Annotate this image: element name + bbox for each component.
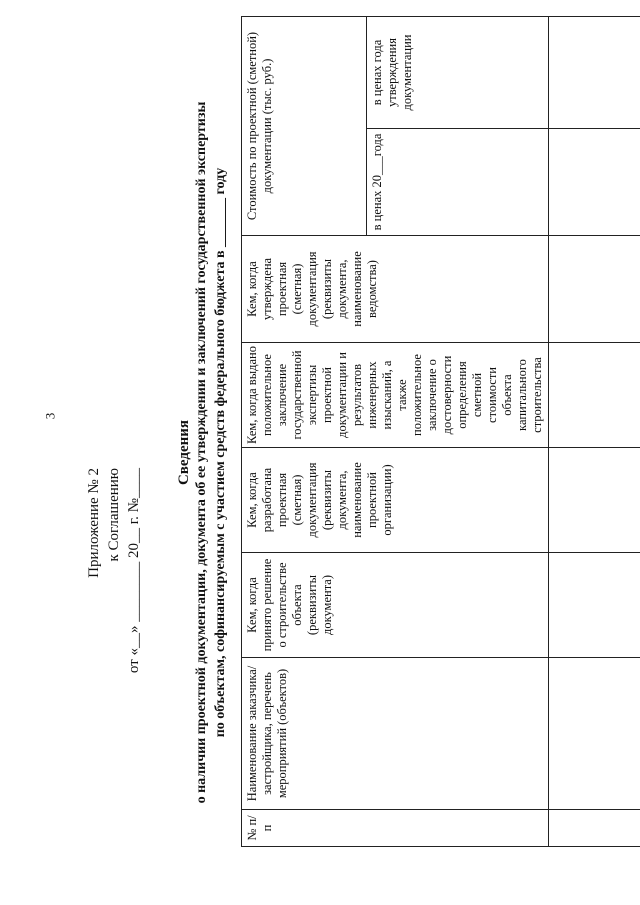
header-approval: Кем, когда утверждена проектная (сметная) документация (реквизиты документа, наименование ведомства) <box>242 236 549 343</box>
header-cost: Стоимость по проектной (сметной) документации (тыс. руб.) <box>242 17 367 236</box>
document-title: Сведения <box>176 419 192 486</box>
table-cell <box>549 343 640 448</box>
appendix-title: Приложение № 2 <box>86 468 102 578</box>
table-cell <box>549 129 640 236</box>
document-subtitle: о наличии проектной документации, документа об ее утверждении и заключений государственной экспертизы <box>194 101 209 804</box>
table-cell <box>549 810 640 847</box>
subheader-prices-year: в ценах 20___года <box>366 129 548 236</box>
table-cell <box>549 553 640 658</box>
header-customer: Наименование заказчика/застройщика, перечень мероприятий (объектов) <box>242 658 549 810</box>
appendix-agreement: к Соглашению <box>106 468 122 562</box>
documentation-table <box>241 16 640 847</box>
document-subtitle-continued: по объектам, софинансируемым с участием средств федерального бюджета в _______ году <box>213 167 228 738</box>
header-construction-decision: Кем, когда принято решение о строительстве объекта (реквизиты документа) <box>242 553 549 658</box>
page-number: 3 <box>42 412 58 420</box>
header-expertise-conclusion: Кем, когда выдано положительное заключение государственной экспертизы проектной документации и результатов инженерных изысканий, а также положительное заключение о достоверности определения сметной стоимости объекта капитального строительства <box>242 343 549 448</box>
table-row <box>549 17 640 847</box>
appendix-date-number: от «__» ________ 20__ г. №____ <box>126 468 142 674</box>
appendix-block <box>84 468 144 728</box>
table-cell <box>549 658 640 810</box>
subheader-prices-approval-year: в ценах года утверждения документации <box>366 17 548 129</box>
header-design-developed: Кем, когда разработана проектная (сметная) документация (реквизиты документа, наименование проектной организации) <box>242 448 549 553</box>
table-cell <box>549 17 640 129</box>
header-row <box>242 17 367 847</box>
header-number: № п/п <box>242 810 549 847</box>
table-cell <box>549 236 640 343</box>
table-cell <box>549 448 640 553</box>
